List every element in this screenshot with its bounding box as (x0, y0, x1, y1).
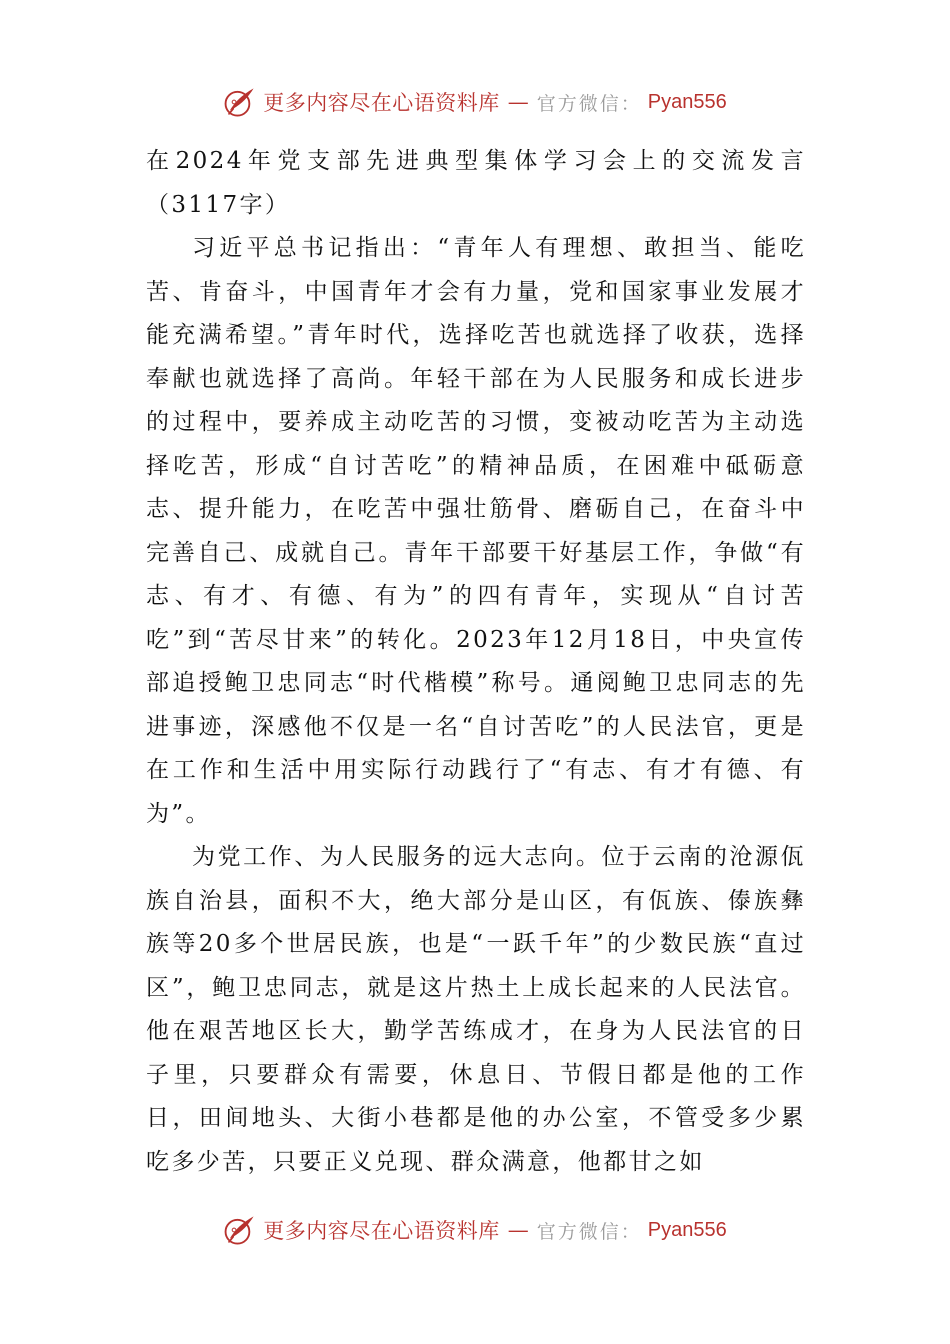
paragraph-1: 习近平总书记指出：“青年人有理想、敢担当、能吃苦、肯奋斗，中国青年才会有力量，党和国家事业发展才能充满希望。”青年时代，选择吃苦也就选择了收获，选择奉献也就选择了高尚。年轻干部在为人民服务和成长进步的过程中，要养成主动吃苦的习惯，变被动吃苦为主动选择吃苦，形成“自讨苦吃”的精神品质，在困难中砥砺意志、提升能力，在吃苦中强壮筋骨、磨砺自己，在奋斗中完善自己、成就自己。青年干部要干好基层工作，争做“有志、有才、有德、有为”的四有青年，实现从“自讨苦吃”到“苦尽甘来”的转化。2023年12月18日，中央宣传部追授鲍卫忠同志“时代楷模”称号。通阅鲍卫忠同志的先进事迹，深感他不仅是一名“自讨苦吃”的人民法官，更是在工作和生活中用实际行动践行了“有志、有才有德、有为”。 (146, 235, 806, 827)
paragraph-2: 为党工作、为人民服务的远大志向。位于云南的沧源佤族自治县，面积不大，绝大部分是山区，有佤族、傣族彝族等20多个世居民族，也是“一跃千年”的少数民族“直过区”，鲍卫忠同志，就是这片热土上成长起来的人民法官。他在艰苦地区长大，勤学苦练成才，在身为人民法官的日子里，只要群众有需要，休息日、节假日都是他的工作日，田间地头、大街小巷都是他的办公室，不管受多少累吃多少苦，只要正义兑现、群众满意，他都甘之如 (146, 844, 806, 1175)
document-body (146, 140, 806, 1184)
watermark-contact-label: 官方微信： (536, 92, 642, 115)
watermark-contact-id: Pyan556 (647, 1218, 727, 1241)
header-watermark (0, 82, 950, 122)
quill-logo-icon (223, 1213, 257, 1247)
watermark-contact-id: Pyan556 (647, 90, 727, 113)
watermark-separator: — (507, 90, 529, 114)
footer-watermark (0, 1210, 950, 1250)
watermark-main-text: 更多内容尽在心语资料库 (263, 91, 500, 115)
watermark-contact-label: 官方微信： (536, 1220, 642, 1243)
watermark-main-text: 更多内容尽在心语资料库 (263, 1219, 500, 1243)
watermark-separator: — (507, 1218, 529, 1242)
document-title: 在2024年党支部先进典型集体学习会上的交流发言（3117字） (146, 148, 806, 218)
quill-logo-icon (223, 85, 257, 119)
